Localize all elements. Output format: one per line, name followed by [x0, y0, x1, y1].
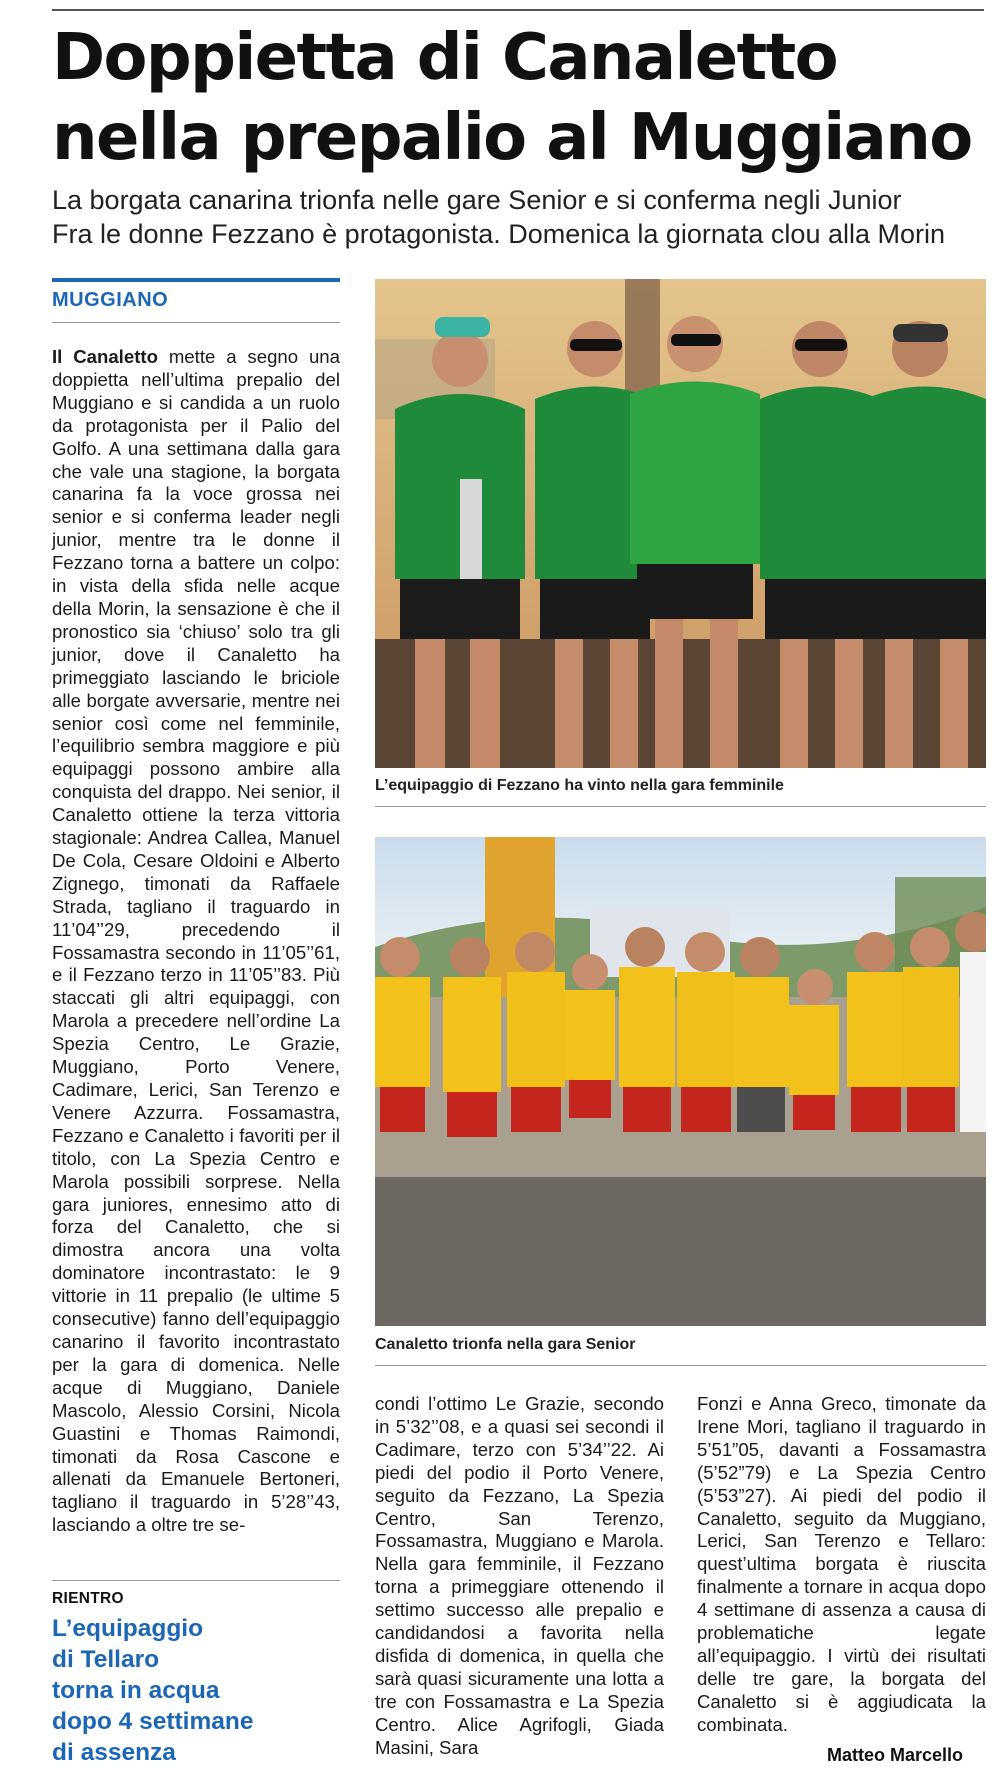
article-column-3-text: Fonzi e Anna Greco, timonate da Irene Mori, tagliano il traguardo in 5’51”05, davanti a Fossamastra (5’52”79) e La Spezia Centro (5’53”27). Ai piedi del podio il Canaletto, seguito da Muggiano, Lerici, San Terenzo e Tellaro: quest’ultima borgata è riuscita finalmente a tornare in acqua dopo 4 settimane di assenza a causa di problematiche legate all’equipaggio. I virtù dei risultati delle tre gare, la borgata del Canaletto si è aggiudicata la combinata.	[697, 1393, 986, 1735]
article-paragraph-1	[52, 346, 340, 1537]
location-divider	[52, 322, 340, 323]
photo-fezzano-crew	[375, 279, 986, 768]
sidebar-kicker: RIENTRO	[52, 1590, 124, 1607]
headline	[52, 18, 987, 178]
sidebar-title-line: di assenza	[52, 1739, 176, 1766]
sidebar-title-line: di Tellaro	[52, 1646, 160, 1673]
caption-divider-2	[375, 1365, 986, 1366]
article-column-1-text: mette a segno una doppietta nell’ultima prepalio del Muggiano e si candida a un ruolo da protagonista per il Palio del Golfo. A una settimana dalla gara che vale una stagione, la borgata canarina fa la voce grossa nei senior e si conferma leader negli junior, mentre tra le donne il Fezzano torna a battere un colpo: in vista della sfida nelle acque della Morin, la sensazione è che il pronostico sia ‘chiuso’ solo tra gli junior, dove il Canaletto ha primeggiato lasciando le briciole alle borgate avversarie, mentre nei senior così come nel femminile, l’equilibrio sembra maggiore e più equipaggi possono ambire alla conquista del drappo. Nei senior, il Canaletto ottiene la terza vittoria stagionale: Andrea Callea, Manuel De Cola, Cesare Oldoini e Alberto Zignego, timonati da Raffaele Strada, tagliano il traguardo in 11’04’’29, precedendo il Fossamastra secondo in 11’05’’61, e il Fezzano terzo in 11’05’’83. Più staccati gli altri equipaggi, con Marola a precedere nell’ordine La Spezia Centro, Le Grazie, Muggiano, Porto Venere, Cadimare, Lerici, San Terenzo e Venere Azzurra. Fossamastra, Fezzano e Canaletto i favoriti per il titolo, con La Spezia Centro e Marola possibili sorprese. Nella gara juniores, ennesimo atto di forza del Canaletto, che si dimostra ancora una volta dominatore incontrastato: le 9 vittorie in 11 prepalio (le ultime 5 consecutive) fanno dell’equipaggio canarino il favorito incontrastato per la gara di domenica. Nelle acque di Muggiano, Daniele Mascolo, Alessio Corsini, Nicola Guastini e Thomas Raimondi, timonati da Rosa Cascone e allenati da Emanuele Bertoneri, tagliano il traguardo in 5’28’’43, lasciando a oltre tre se-	[52, 346, 340, 1536]
photo-caption-2: Canaletto trionfa nella gara Senior	[375, 1336, 636, 1353]
location-label: MUGGIANO	[52, 289, 169, 311]
photo-caption-1: L’equipaggio di Fezzano ha vinto nella gara femminile	[375, 777, 784, 794]
photo-canaletto-crew	[375, 837, 986, 1326]
article-lead: Il Canaletto	[52, 346, 158, 367]
sidebar-divider	[52, 1580, 340, 1581]
article-column-2-text: condi l’ottimo Le Grazie, secondo in 5’32’’08, e a quasi sei secondi il Cadimare, terzo con 5’34’’22. Ai piedi del podio il Porto Venere, seguito da Fezzano, La Spezia Centro, San Terenzo, Fossamastra, Muggiano e Marola. Nella gara femminile, il Fezzano torna a primeggiare ottenendo il settimo successo alle prepalio e candidandosi a favorita nella disfida di domenica, in quella che sarà quasi sicuramente una lotta a tre con Fossamastra e La Spezia Centro. Alice Agrifogli, Giada Masini, Sara	[375, 1393, 664, 1758]
subtitle-line-2: Fra le donne Fezzano è protagonista. Domenica la giornata clou alla Morin	[52, 219, 946, 249]
headline-line-1: Doppietta di Canaletto	[52, 21, 837, 95]
article-column-3	[697, 1393, 986, 1737]
caption-divider-1	[375, 806, 986, 807]
location-rule	[52, 278, 340, 282]
photo-canaletto-illustration	[375, 837, 986, 1326]
sidebar-title-line: dopo 4 settimane	[52, 1708, 254, 1735]
article-column-2	[375, 1393, 664, 1760]
subtitle-line-1: La borgata canarina trionfa nelle gare Senior e si conferma negli Junior	[52, 185, 902, 215]
headline-line-2: nella prepalio al Muggiano	[52, 101, 972, 175]
sidebar-title	[52, 1613, 340, 1768]
photo-fezzano-illustration	[375, 279, 986, 768]
sidebar-title-line: torna in acqua	[52, 1677, 220, 1704]
sidebar-title-line: L’equipaggio	[52, 1615, 204, 1642]
subtitle	[52, 183, 987, 251]
author-byline: Matteo Marcello	[827, 1745, 964, 1765]
article-column-1	[52, 346, 340, 1537]
top-rule	[52, 9, 984, 11]
